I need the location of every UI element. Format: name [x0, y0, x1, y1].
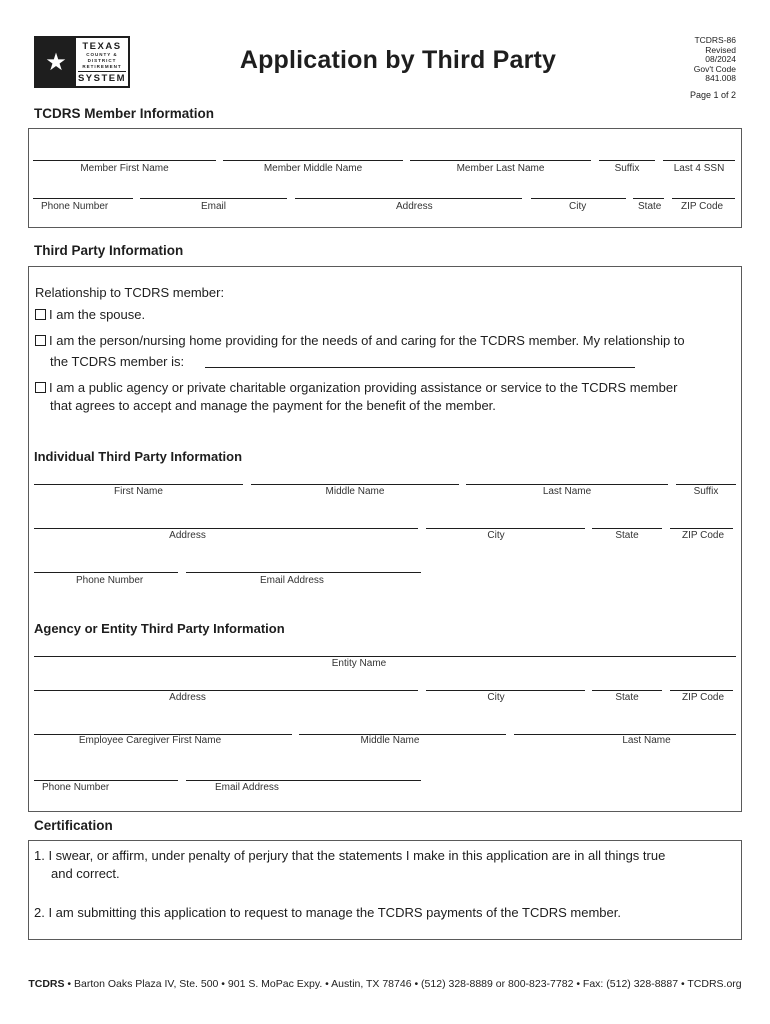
option-agency-label-2: that agrees to accept and manage the payment for the benefit of the member.: [50, 398, 496, 413]
agency-checkbox[interactable]: [35, 382, 46, 393]
ind-address-label: Address: [169, 530, 206, 541]
ind-phone-field[interactable]: [34, 572, 178, 573]
caregiver-first-name-label: Employee Caregiver First Name: [78, 735, 222, 746]
caregiver-middle-name-label: Middle Name: [360, 735, 420, 746]
ind-last-name-field[interactable]: [466, 484, 668, 485]
certification-item-2: 2. I am submitting this application to request to manage the TCDRS payments of the TCDRS member.: [34, 905, 621, 920]
certification-item-1: 1. I swear, or affirm, under penalty of perjury that the statements I make in this application are in all things true: [34, 848, 666, 863]
member-zip-label: ZIP Code: [681, 201, 724, 212]
certification-item-1-cont: and correct.: [51, 866, 120, 881]
member-section-title: TCDRS Member Information: [34, 106, 215, 121]
footer-org: TCDRS: [28, 978, 65, 990]
ind-middle-name-label: Middle Name: [325, 486, 385, 497]
option-spouse: [35, 306, 145, 323]
form-revised: Revised: [705, 44, 736, 55]
member-info-box: [28, 128, 742, 228]
logo-line-5: SYSTEM: [77, 72, 126, 84]
spouse-checkbox[interactable]: [35, 309, 46, 320]
ind-suffix-label: Suffix: [693, 486, 719, 497]
ind-city-field[interactable]: [426, 528, 585, 529]
member-suffix-field[interactable]: [599, 160, 655, 161]
option-agency: [35, 379, 677, 396]
logo-line-1: TEXAS: [82, 40, 122, 52]
ind-state-field[interactable]: [592, 528, 662, 529]
agency-zip-label: ZIP Code: [681, 692, 725, 703]
agency-address-label: Address: [169, 692, 206, 703]
certification-box: [28, 840, 742, 940]
form-govcode: Gov't Code: [693, 63, 736, 74]
third-party-box: [28, 266, 742, 812]
form-date: 08/2024: [705, 54, 736, 64]
member-phone-field[interactable]: [33, 198, 133, 199]
ind-zip-field[interactable]: [670, 528, 733, 529]
certification-section-title: Certification: [34, 818, 113, 833]
member-phone-label: Phone Number: [41, 201, 109, 212]
logo-line-2: COUNTY &: [86, 51, 118, 57]
relationship-field[interactable]: [205, 367, 635, 368]
member-last-name-field[interactable]: [410, 160, 591, 161]
caregiver-checkbox[interactable]: [35, 335, 46, 346]
member-state-field[interactable]: [633, 198, 664, 199]
member-zip-field[interactable]: [672, 198, 735, 199]
ind-email-label: Email Address: [260, 575, 324, 586]
star-icon: ★: [36, 38, 76, 86]
caregiver-last-name-label: Last Name: [622, 735, 671, 746]
logo-line-3: DISTRICT: [87, 57, 117, 63]
member-state-label: State: [638, 201, 662, 212]
agency-phone-field[interactable]: [34, 780, 178, 781]
option-spouse-label: I am the spouse.: [49, 307, 146, 322]
option-caregiver-label-2: the TCDRS member is:: [50, 354, 185, 369]
ind-zip-label: ZIP Code: [681, 530, 725, 541]
ind-last-name-label: Last Name: [542, 486, 592, 497]
member-middle-name-label: Member Middle Name: [263, 163, 363, 174]
member-ssn-field[interactable]: [663, 160, 735, 161]
agency-state-label: State: [615, 692, 639, 703]
agency-section-title: Agency or Entity Third Party Information: [34, 621, 285, 636]
ind-phone-label: Phone Number: [76, 575, 144, 586]
member-email-label: Email: [201, 201, 227, 212]
ind-address-field[interactable]: [34, 528, 418, 529]
member-first-name-label: Member First Name: [80, 163, 169, 174]
footer-contact: • Barton Oaks Plaza IV, Ste. 500 • 901 S. MoPac Expy. • Austin, TX 78746 • (512) 328-8889 or 800-823-7782 • Fax: (512) 328-8887 • TCDRS.org: [64, 978, 742, 990]
member-email-field[interactable]: [140, 198, 287, 199]
member-city-label: City: [569, 201, 587, 212]
entity-name-field[interactable]: [34, 656, 736, 657]
option-caregiver-label-1: I am the person/nursing home providing for the needs of and caring for the TCDRS member. My relationship to: [49, 333, 685, 348]
ind-first-name-label: First Name: [114, 486, 163, 497]
individual-section-title: Individual Third Party Information: [34, 449, 243, 464]
page-footer: [0, 978, 770, 990]
ind-state-label: State: [615, 530, 639, 541]
page-title: Application by Third Party: [239, 46, 557, 74]
form-code-number: 841.008: [705, 73, 736, 83]
agency-state-field[interactable]: [592, 690, 662, 691]
member-suffix-label: Suffix: [614, 163, 640, 174]
ind-suffix-field[interactable]: [676, 484, 736, 485]
agency-email-field[interactable]: [186, 780, 421, 781]
agency-address-field[interactable]: [34, 690, 418, 691]
ind-middle-name-field[interactable]: [251, 484, 459, 485]
agency-phone-label: Phone Number: [42, 782, 110, 793]
agency-city-label: City: [487, 692, 505, 703]
option-caregiver: [35, 332, 685, 349]
logo-line-4: RETIREMENT: [82, 63, 122, 69]
member-address-field[interactable]: [295, 198, 522, 199]
member-city-field[interactable]: [531, 198, 626, 199]
member-address-label: Address: [396, 201, 433, 212]
entity-name-label: Entity Name: [331, 658, 387, 669]
ind-city-label: City: [487, 530, 505, 541]
relationship-prompt: Relationship to TCDRS member:: [35, 285, 225, 300]
member-middle-name-field[interactable]: [223, 160, 403, 161]
form-meta: [694, 36, 736, 84]
member-ssn-label: Last 4 SSN: [673, 163, 725, 174]
option-agency-label-1: I am a public agency or private charitable organization providing assistance or service to the TCDRS member: [49, 380, 678, 395]
page-number: Page 1 of 2: [689, 90, 736, 100]
agency-email-label: Email Address: [215, 782, 279, 793]
ind-first-name-field[interactable]: [34, 484, 243, 485]
third-party-section-title: Third Party Information: [34, 243, 184, 258]
agency-zip-field[interactable]: [670, 690, 733, 691]
member-first-name-field[interactable]: [33, 160, 216, 161]
agency-city-field[interactable]: [426, 690, 585, 691]
member-last-name-label: Member Last Name: [456, 163, 545, 174]
form-id: TCDRS-86: [694, 35, 736, 45]
ind-email-field[interactable]: [186, 572, 421, 573]
